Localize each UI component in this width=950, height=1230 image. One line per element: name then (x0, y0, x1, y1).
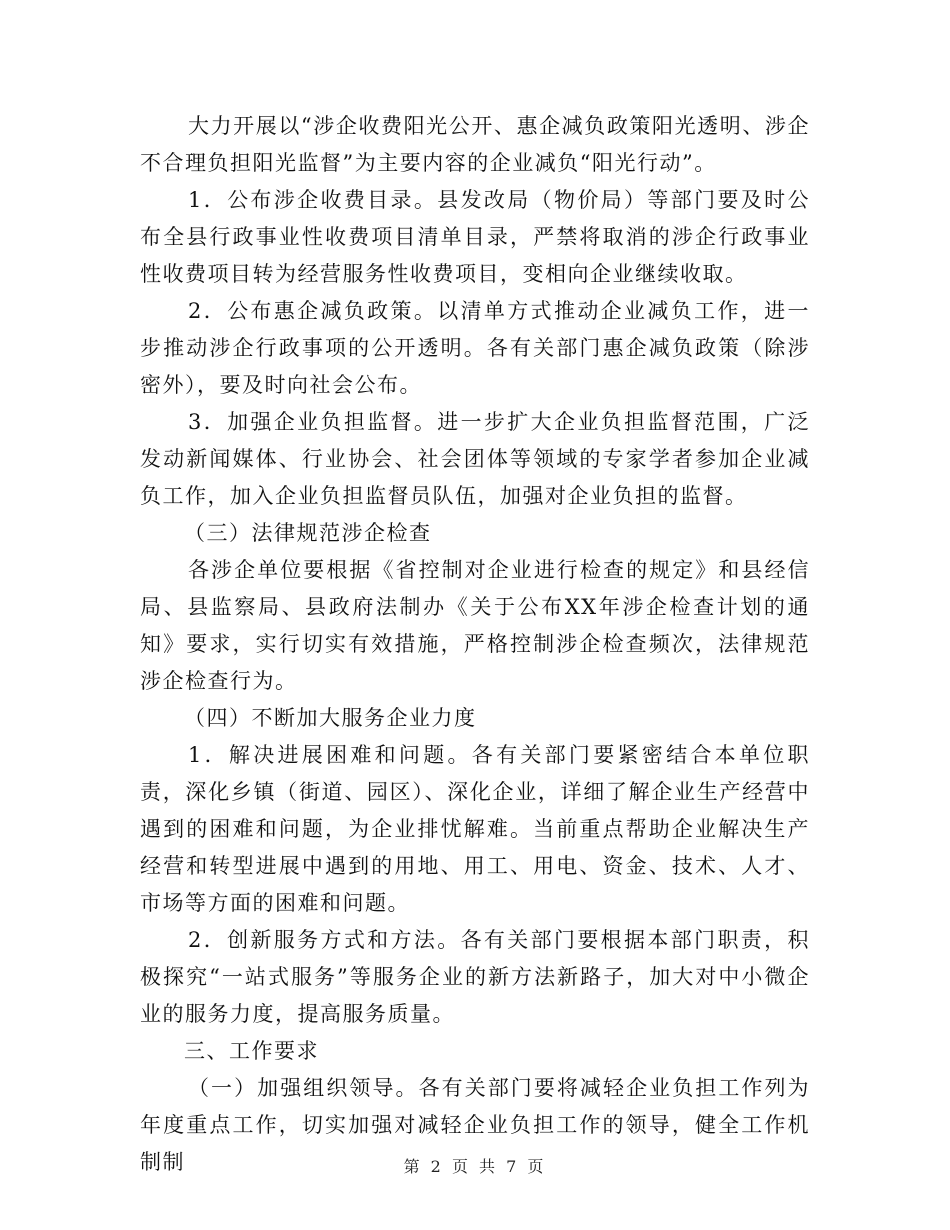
section-heading-services: （四）不断加大服务企业力度 (184, 706, 477, 730)
page-number-footer: 第 2 页 共 7 页 (403, 1157, 547, 1176)
paragraph-burden-supervision: 3．加强企业负担监督。进一步扩大企业负担监督范围，广泛发动新闻媒体、行业协会、社会团体等领域的专家学者参加企业减负工作，加入企业负担监督员队伍，加强对企业负担的监督。 (140, 410, 810, 508)
paragraph-innovate-services: 2．创新服务方式和方法。各有关部门要根据本部门职责，积极探究“一站式服务”等服务企业的新方法新路子，加大对中小微企业的服务力度，提高服务质量。 (140, 928, 810, 1026)
section-heading-inspection: （三）法律规范涉企检查 (184, 521, 432, 545)
section-heading-requirements: 三、工作要求 (184, 1039, 319, 1063)
paragraph-sunshine-action: 大力开展以“涉企收费阳光公开、惠企减负政策阳光透明、涉企不合理负担阳光监督”为主要内容的企业减负“阳光行动”。 (140, 114, 810, 175)
paragraph-inspection-rules: 各涉企单位要根据《省控制对企业进行检查的规定》和县经信局、县监察局、县政府法制办《关于公布XX年涉企检查计划的通知》要求，实行切实有效措施，严格控制涉企检查频次，法律规范涉企检查行为。 (140, 558, 810, 693)
paragraph-policy-publication: 2．公布惠企减负政策。以清单方式推动企业减负工作，进一步推动涉企行政事项的公开透明。各有关部门惠企减负政策（除涉密外），要及时向社会公布。 (140, 299, 810, 397)
paragraph-organization-leadership: （一）加强组织领导。各有关部门要将减轻企业负担工作列为年度重点工作，切实加强对减轻企业负担工作的领导，健全工作机制制 (140, 1076, 810, 1174)
paragraph-solve-difficulties: 1．解决进展困难和问题。各有关部门要紧密结合本单位职责，深化乡镇（街道、园区）、深化企业，详细了解企业生产经营中遇到的困难和问题，为企业排忧解难。当前重点帮助企业解决生产经营和转型进展中遇到的用地、用工、用电、资金、技术、人才、市场等方面的困难和问题。 (140, 743, 810, 915)
document-body (140, 108, 810, 1181)
paragraph-fee-catalog: 1．公布涉企收费目录。县发改局（物价局）等部门要及时公布全县行政事业性收费项目清单目录，严禁将取消的涉企行政事业性收费项目转为经营服务性收费项目，变相向企业继续收取。 (140, 188, 810, 286)
